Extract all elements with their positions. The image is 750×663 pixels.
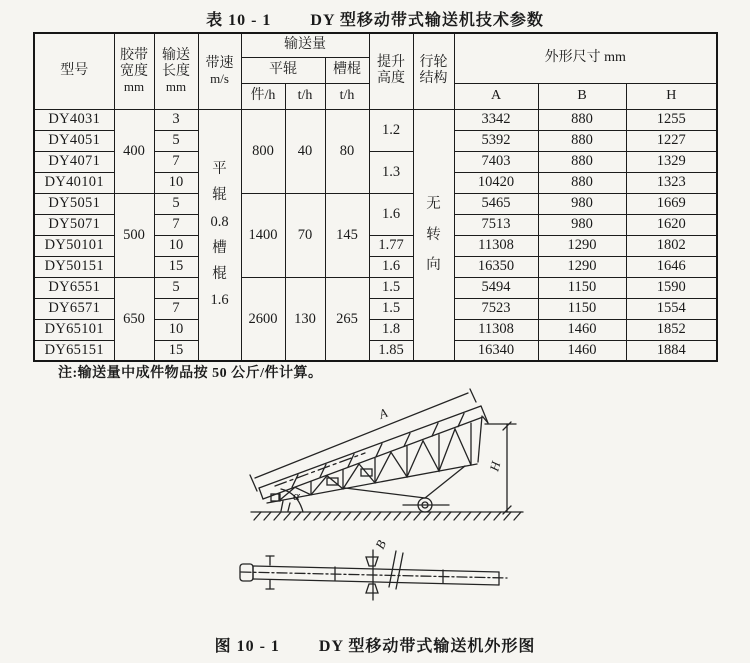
figure-caption-label: 图 10 - 1 (214, 638, 280, 655)
cell-lift: 1.2 (369, 109, 413, 151)
cell-dim-b: 980 (538, 214, 626, 235)
cell-tph-trough: 145 (325, 193, 369, 277)
cell-dim-b: 880 (538, 130, 626, 151)
figure-caption-title: DY 型移动带式输送机外形图 (318, 638, 536, 655)
col-header-dim-h: H (626, 83, 717, 109)
figure-caption (0, 633, 750, 656)
cell-lift: 1.6 (369, 193, 413, 235)
cell-dim-h: 1554 (626, 298, 717, 319)
cell-lift: 1.5 (369, 298, 413, 319)
conveyor-side-view-drawing (215, 386, 535, 536)
cell-lift: 1.5 (369, 277, 413, 298)
cell-speed: 平 辊 0.8 槽 棍 1.6 (198, 109, 241, 361)
cell-dim-h: 1590 (626, 277, 717, 298)
dimension-h (485, 422, 516, 514)
cell-dim-h: 1323 (626, 172, 717, 193)
cell-dim-a: 11308 (454, 319, 538, 340)
cell-belt-width: 650 (114, 277, 154, 361)
cell-lift: 1.85 (369, 340, 413, 361)
cell-length: 3 (154, 109, 198, 130)
cell-model: DY5071 (34, 214, 114, 235)
table-footnote: 注:输送量中成件物品按 50 公斤/件计算。 (58, 366, 323, 381)
cell-dim-a: 5465 (454, 193, 538, 214)
table-row (34, 193, 717, 214)
cell-model: DY65101 (34, 319, 114, 340)
cell-dim-b: 1150 (538, 277, 626, 298)
col-header-trough-roller: 槽棍 (325, 57, 369, 83)
cell-model: DY4031 (34, 109, 114, 130)
support-legs (345, 466, 465, 498)
cell-length: 15 (154, 256, 198, 277)
ground-line (251, 512, 523, 520)
col-header-length: 输送 长度 mm (154, 33, 198, 109)
angle-label: α (293, 488, 300, 503)
cell-tph-flat: 130 (285, 277, 325, 361)
table-row (34, 277, 717, 298)
col-header-wheel: 行轮 结构 (413, 33, 454, 109)
cell-dim-b: 980 (538, 193, 626, 214)
table-caption-title: DY 型移动带式输送机技术参数 (310, 12, 544, 29)
cell-dim-a: 5392 (454, 130, 538, 151)
col-header-capacity: 输送量 (241, 33, 369, 57)
cell-dim-a: 16350 (454, 256, 538, 277)
cell-length: 7 (154, 298, 198, 319)
cell-tph-flat: 40 (285, 109, 325, 193)
cell-model: DY50151 (34, 256, 114, 277)
cell-dim-h: 1802 (626, 235, 717, 256)
cell-dim-h: 1884 (626, 340, 717, 361)
cell-dim-h: 1669 (626, 193, 717, 214)
cell-dim-h: 1646 (626, 256, 717, 277)
cell-model: DY4071 (34, 151, 114, 172)
col-header-dim-b: B (538, 83, 626, 109)
col-header-dims: 外形尺寸 mm (454, 33, 717, 83)
dim-a-label: A (376, 404, 390, 422)
col-header-tph-trough: t/h (325, 83, 369, 109)
conveyor-top-view-drawing (215, 538, 535, 613)
cell-dim-b: 880 (538, 172, 626, 193)
cell-model: DY65151 (34, 340, 114, 361)
cell-model: DY50101 (34, 235, 114, 256)
cell-dim-b: 1150 (538, 298, 626, 319)
cell-dim-a: 7523 (454, 298, 538, 319)
cell-dim-h: 1255 (626, 109, 717, 130)
cell-belt-width: 500 (114, 193, 154, 277)
col-header-speed: 带速 m/s (198, 33, 241, 109)
cell-dim-b: 880 (538, 109, 626, 130)
cell-dim-a: 16340 (454, 340, 538, 361)
table-row (34, 109, 717, 130)
cell-model: DY4051 (34, 130, 114, 151)
cell-length: 7 (154, 214, 198, 235)
cell-belt-width: 400 (114, 109, 154, 193)
cell-dim-h: 1329 (626, 151, 717, 172)
cell-model: DY6571 (34, 298, 114, 319)
col-header-pieces: 件/h (241, 83, 285, 109)
cell-dim-h: 1227 (626, 130, 717, 151)
cell-dim-a: 7403 (454, 151, 538, 172)
cell-length: 10 (154, 235, 198, 256)
plan-axles (266, 550, 378, 600)
cell-tph-trough: 265 (325, 277, 369, 361)
cell-lift: 1.8 (369, 319, 413, 340)
dim-h-label: H (486, 459, 504, 473)
col-header-model: 型号 (34, 33, 114, 109)
col-header-dim-a: A (454, 83, 538, 109)
cell-model: DY6551 (34, 277, 114, 298)
table-caption-label: 表 10 - 1 (206, 12, 272, 29)
cell-dim-b: 1460 (538, 340, 626, 361)
conveyor-boom (259, 406, 488, 499)
cell-dim-b: 1290 (538, 235, 626, 256)
cell-dim-a: 7513 (454, 214, 538, 235)
cell-model: DY40101 (34, 172, 114, 193)
cell-lift: 1.77 (369, 235, 413, 256)
cell-dim-b: 880 (538, 151, 626, 172)
cell-length: 10 (154, 172, 198, 193)
cell-length: 5 (154, 130, 198, 151)
cell-tph-flat: 70 (285, 193, 325, 277)
cell-pieces: 800 (241, 109, 285, 193)
cell-dim-h: 1852 (626, 319, 717, 340)
cell-dim-a: 10420 (454, 172, 538, 193)
cell-length: 5 (154, 193, 198, 214)
cell-dim-a: 11308 (454, 235, 538, 256)
table-caption (0, 7, 750, 30)
col-header-tph-flat: t/h (285, 83, 325, 109)
cell-dim-h: 1620 (626, 214, 717, 235)
dim-b-label: B (372, 538, 390, 552)
cell-model: DY5051 (34, 193, 114, 214)
travel-wheel (403, 498, 449, 512)
header-row-1 (34, 33, 717, 57)
col-header-lift: 提升 高度 (369, 33, 413, 109)
col-header-belt-width: 胶带 宽度 mm (114, 33, 154, 109)
cell-lift: 1.6 (369, 256, 413, 277)
cell-dim-a: 5494 (454, 277, 538, 298)
cell-dim-b: 1460 (538, 319, 626, 340)
cell-pieces: 2600 (241, 277, 285, 361)
cell-tph-trough: 80 (325, 109, 369, 193)
spec-table (33, 32, 718, 362)
cell-length: 15 (154, 340, 198, 361)
cell-lift: 1.3 (369, 151, 413, 193)
col-header-flat-roller: 平辊 (241, 57, 325, 83)
cell-length: 5 (154, 277, 198, 298)
cell-dim-b: 1290 (538, 256, 626, 277)
cell-length: 7 (154, 151, 198, 172)
cell-pieces: 1400 (241, 193, 285, 277)
dimension-b (372, 538, 403, 589)
cell-wheel: 无 转 向 (413, 109, 454, 361)
cell-length: 10 (154, 319, 198, 340)
cell-dim-a: 3342 (454, 109, 538, 130)
